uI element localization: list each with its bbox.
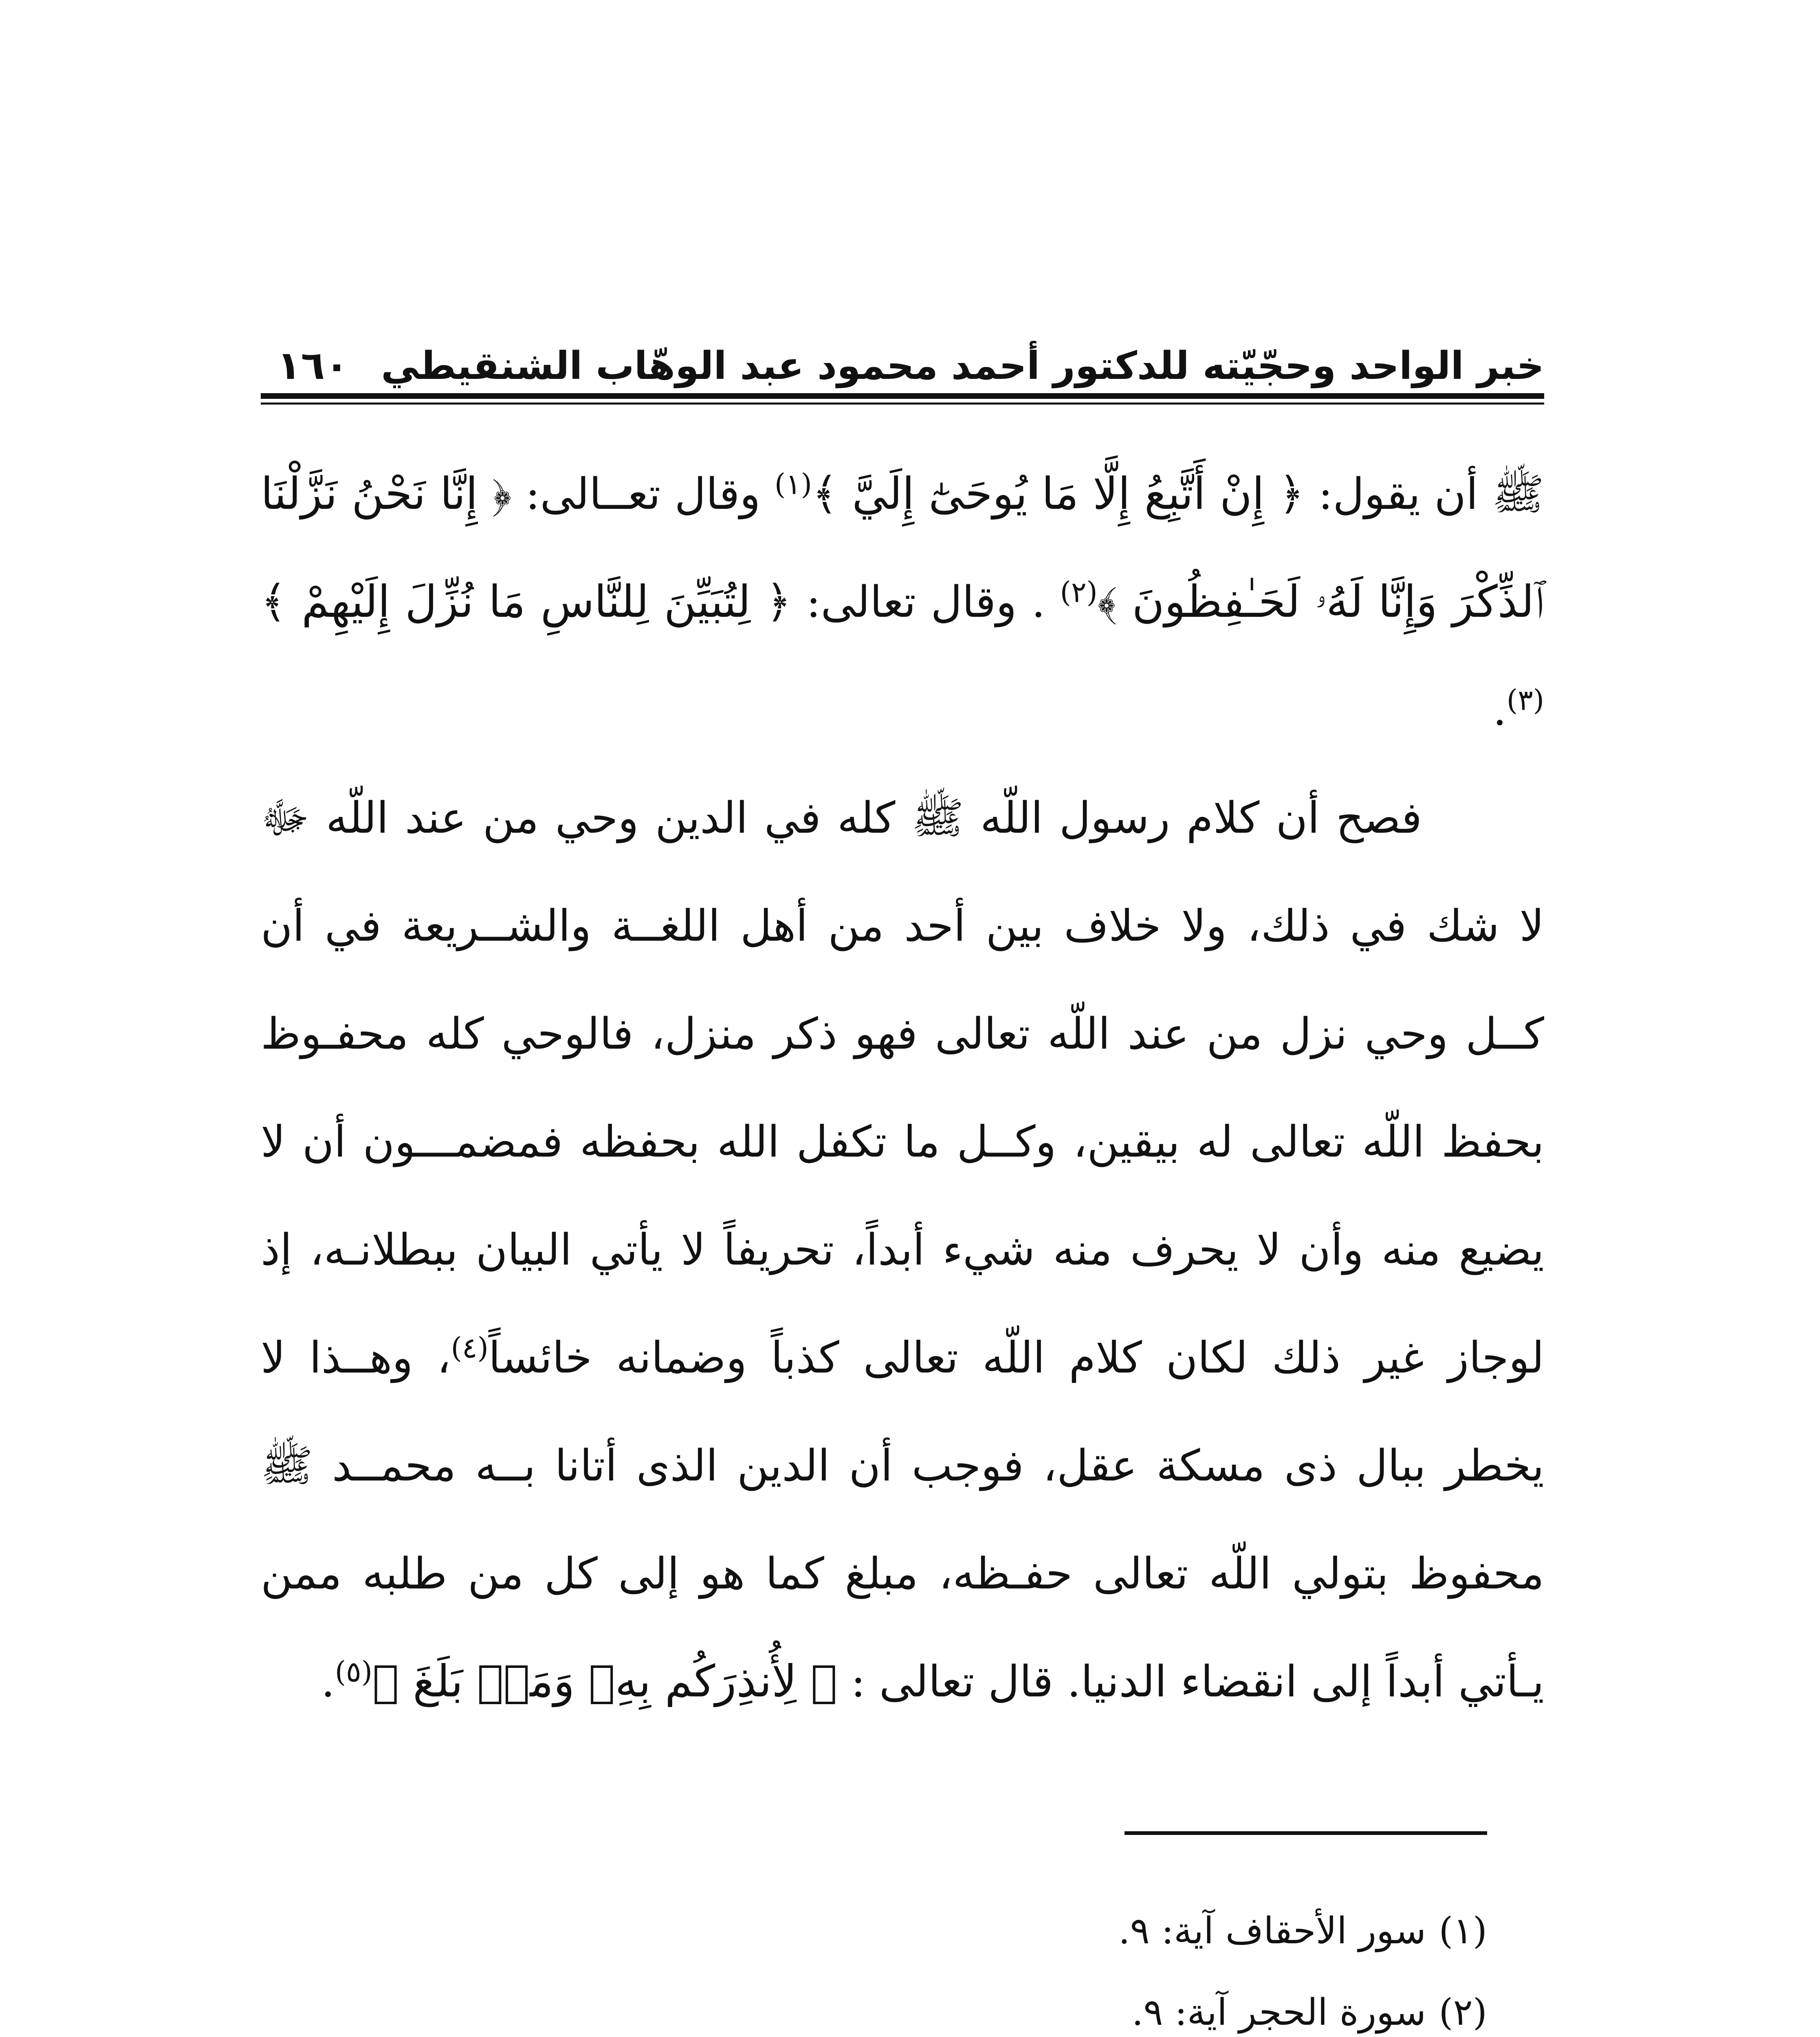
footnote-ref-5: (٥): [335, 1655, 373, 1689]
footnote-number: (٢): [1439, 1991, 1487, 2034]
footnote-item: [367, 1972, 1487, 2037]
quran-verse-3: ﴿ لِتُبَيِّنَ لِلنَّاسِ مَا نُزِّلَ إِلَيْهِمْ ﴾: [261, 576, 792, 627]
main-text: [261, 440, 1544, 1736]
page-header: [261, 318, 1544, 391]
footnote-ref-2: (٢): [1060, 575, 1098, 609]
page-number: ١٦٠: [277, 343, 349, 389]
paragraph-1-text-2: وقال تعــالى:: [511, 469, 775, 519]
footnote-number: (١): [1439, 1909, 1487, 1952]
paragraph-1-text-4: .: [1493, 685, 1507, 735]
paragraph-2: [261, 764, 1544, 1736]
footnote-item: [367, 1890, 1487, 1972]
paragraph-2-text-1: فصح أن كلام رسول اللّه ﷺ كله في الدين وحي من عند اللّه ﷻ لا شك في ذلك، ولا خلاف بين أحد من أهل اللغــة والشــريعة في أن كــل وحي نزل من عند اللّه تعالى فهو ذكر منزل، فالوحي كله محفـوظ بحفظ اللّه تعالى له بيقين، وكــل ما تكفل الله بحفظه فمضمـــون أن لا يضيع منه وأن لا يحرف منه شيء أبداً، تحريفاً لا يأتي البيان ببطلانـه، إذ لوجاز غير ذلك لكان كلام اللّه تعالى كذباً وضمانه خائساً: [261, 793, 1544, 1383]
paragraph-1-text-1: ﷺ أن يقول:: [1304, 469, 1544, 519]
quran-verse-1: ﴿ إِنْ أَتَّبِعُ إِلَّا مَا يُوحَىٰٓ إِلَيَّ ﴾: [812, 469, 1305, 519]
quran-verse-4: ﴿ لِأُنذِرَكُم بِهِۦ وَمَنۢ بَلَغَ ﴾: [372, 1656, 837, 1707]
footnote-ref-3: (٣): [1506, 683, 1544, 717]
footnotes-list: [367, 1890, 1487, 2037]
footnote-ref-1: (١): [774, 467, 812, 501]
quran-verse-2: ﴿ إِنَّا نَحْنُ نَزَّلْنَا ٱلذِّكْرَ وَإِنَّا لَهُۥ لَحَـٰفِظُونَ ﴾: [261, 469, 1544, 627]
paragraph-1: [261, 440, 1544, 764]
footnote-separator: [1125, 1831, 1487, 1835]
paragraph-2-text-3: .: [321, 1656, 335, 1707]
footnote-ref-4: (٤): [451, 1331, 489, 1365]
header-double-rule: [261, 393, 1544, 405]
paragraph-2-text-2: ، وهــذا لا يخطر ببال ذى مسكة عقل، فوجب أن الدين الذى أتانا بــه محمــد ﷺ محفوظ بتولي اللّه تعالى حفـظه، مبلغ كما هو إلى كل من طلبه ممن يـأتي أبداً إلى انقضاء الدنيا. قال تعالى :: [261, 1333, 1544, 1707]
footnote-text: سور الأحقاف آية: ٩.: [1118, 1909, 1426, 1952]
paragraph-1-text-3: . وقال تعالى:: [791, 577, 1060, 627]
footnote-text: سورة الحجر آية: ٩.: [1131, 1991, 1426, 2034]
running-title: خبر الواحد وحجّيّته للدكتور أحمد محمود عبد الوهّاب الشنقيطي: [381, 343, 1544, 388]
